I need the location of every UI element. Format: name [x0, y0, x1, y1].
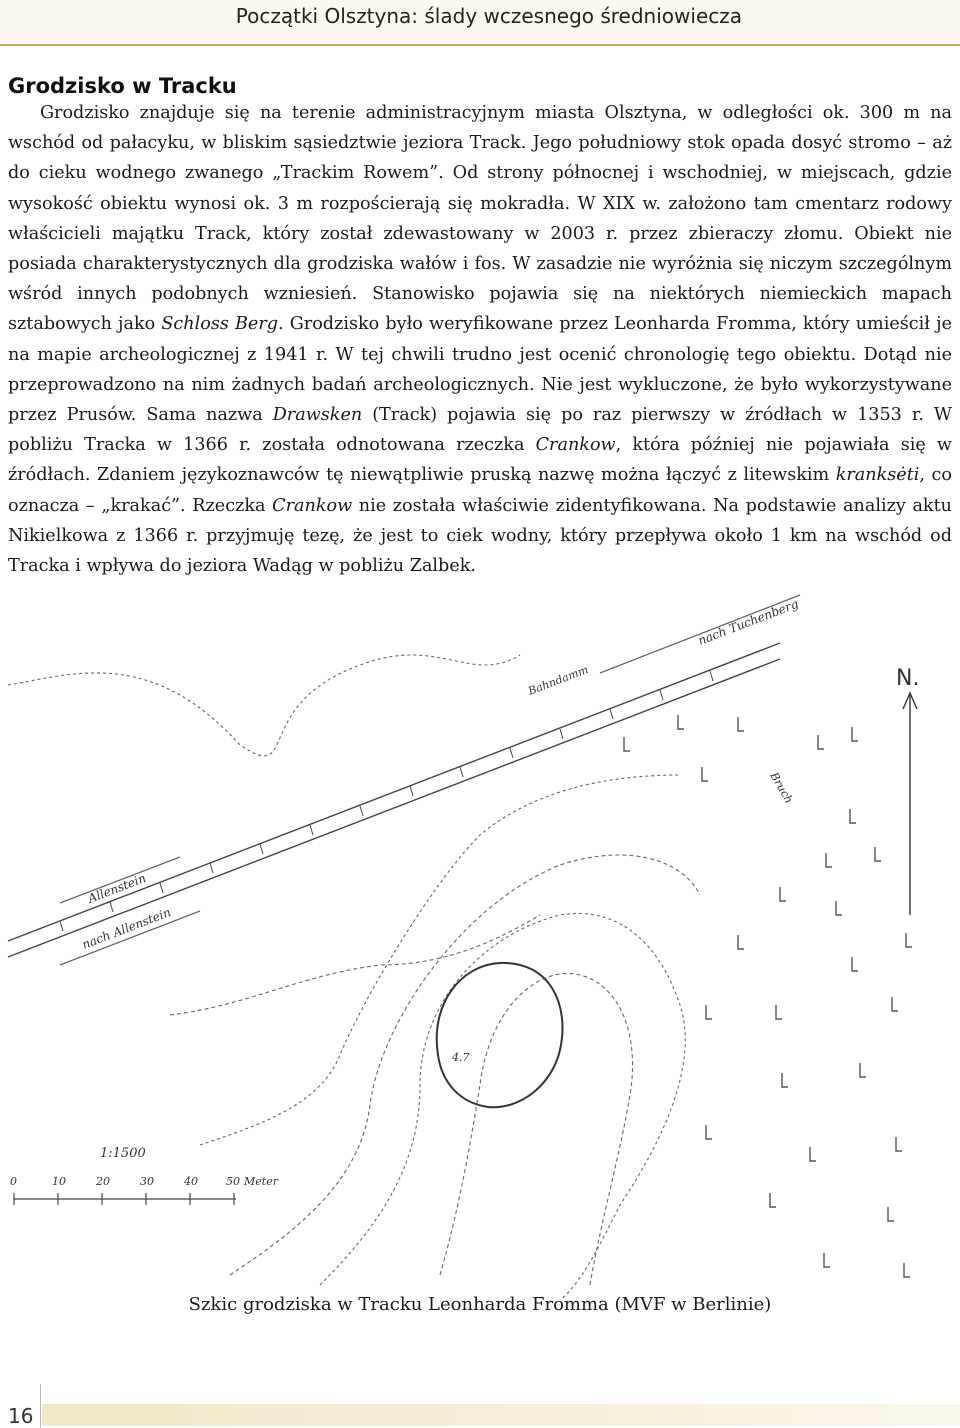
marsh-symbol: [624, 737, 630, 751]
marsh-symbol: [706, 1125, 712, 1139]
body-text-italic: Crankow: [272, 495, 353, 516]
marsh-symbol: [892, 997, 898, 1011]
marsh-symbol: [896, 1137, 902, 1151]
page-number: 16: [8, 1404, 34, 1428]
scale-tick-label: 40: [184, 1175, 198, 1188]
marsh-symbol: [860, 1063, 866, 1077]
contour-line: [200, 775, 680, 1145]
north-label: N.: [896, 666, 920, 691]
scale-unit: Meter: [244, 1175, 278, 1188]
running-header-title: Początki Olsztyna: ślady wczesnego średniowiecza: [235, 4, 742, 28]
marsh-symbol: [770, 1193, 776, 1207]
height-label: 4.7: [452, 1051, 470, 1064]
marsh-symbol: [776, 1005, 782, 1019]
marsh-symbol: [706, 1005, 712, 1019]
marsh-symbol: [826, 853, 832, 867]
marsh-symbol: [738, 935, 744, 949]
figure-caption: Szkic grodziska w Tracku Leonharda Fromma (MVF w Berlinie): [188, 1294, 772, 1315]
road-top-label: nach Tuchenberg: [696, 596, 801, 648]
marsh-symbol: [906, 933, 912, 947]
marsh-symbol: [888, 1207, 894, 1221]
section-title: Grodzisko w Tracku: [8, 74, 237, 98]
contour-line: [230, 855, 700, 1275]
site-sketch-figure: [0, 585, 960, 1300]
scale-tick-labels: [10, 1175, 279, 1188]
road-left-upper-label: Allenstein: [86, 870, 148, 906]
marsh-symbol: [852, 727, 858, 741]
body-text-italic: Crankow: [535, 435, 616, 456]
body-text-segment: (Track) pojawia się po raz pierwszy w źródłach w 1353 r. W pobliżu Tracka w 1366 r. została odnotowana rzeczka: [8, 405, 952, 456]
marsh-symbol: [852, 957, 858, 971]
rail-hatching: [60, 671, 713, 931]
marsh-symbol: [836, 901, 842, 915]
marsh-symbol: [904, 1263, 910, 1277]
marsh-symbols: [624, 715, 912, 1277]
header-rule: [0, 44, 960, 46]
body-text-segment: Grodzisko znajduje się na terenie administracyjnym miasta Olsztyna, w odległości ok. 300 m na wschód od pałacyku, w bliskim sąsiedztwie jeziora Track. Jego południowy stok opada dosyć stromo – aż do cieku wodnego zwanego „Trackim Rowem”. Od strony północnej i wschodniej, w miejscach, gdzie wysokość obiektu wynosi ok. 3 m rozpościerają się mokradła. W XIX w. założono tam cmentarz rodowy właścicieli majątku Track, który został zdewastowany w 2003 r. przez zbieraczy złomu. Obiekt nie posiada charakterystycznych dla grodziska wałów i fos. W zasadzie nie wyróżnia się niczym szczególnym wśród innych podobnych wzniesień. Stanowisko pojawia się na niektórych niemieckich mapach sztabowych jako: [8, 103, 952, 335]
marsh-symbol: [850, 809, 856, 823]
footer-band: [42, 1404, 960, 1426]
contour-lines: [8, 655, 700, 1300]
marsh-symbol: [738, 717, 744, 731]
scale-tick-label: 30: [140, 1175, 154, 1188]
body-text-italic: Drawsken: [272, 405, 363, 426]
marsh-symbol: [780, 887, 786, 901]
hillfort-outline: [437, 963, 563, 1107]
site-sketch: [0, 585, 960, 1300]
body-text-italic: Schloss Berg: [161, 314, 279, 335]
body-paragraph: [8, 98, 952, 581]
marsh-symbol: [875, 847, 881, 861]
contour-line: [8, 655, 520, 756]
scale-ratio: 1:1500: [100, 1146, 146, 1161]
field-margin-label: Bruch: [767, 770, 796, 806]
scale-tick-label: 10: [52, 1175, 66, 1188]
rail-line: [8, 659, 780, 957]
scale-bar: [14, 1193, 236, 1205]
railway-embankment: [8, 643, 780, 957]
body-text-segment: , która później nie pojawiała się w źródłach. Zdaniem językoznawców tę niewątpliwie pruską nazwę można łączyć z litewskim: [8, 435, 952, 486]
marsh-symbol: [678, 715, 684, 729]
marsh-symbol: [818, 735, 824, 749]
running-header: [0, 0, 960, 40]
body-text-segment: nie została właściwie zidentyfikowana. Na podstawie analizy aktu Nikielkowa z 1366 r. przyjmuję tezę, że jest to ciek wodny, który przepływa około 1 km na wschód od Tracka i wpływa do jeziora Wadąg w pobliżu Zalbek.: [8, 495, 952, 577]
footer-separator: [40, 1384, 41, 1428]
rail-line: [8, 643, 780, 941]
scale-tick-label: 50: [226, 1175, 240, 1188]
body-text-segment: . Grodzisko było weryfikowane przez Leonharda Fromma, który umieścił je na mapie archeologicznej z 1941 r. W tej chwili trudno jest ocenić chronologię tego obiektu. Dotąd nie przeprowadzono na nim żadnych badań archeologicznych. Nie jest wykluczone, że było wykorzystywane przez Prusów. Sama nazwa: [8, 314, 952, 426]
body-text-segment: , co oznacza – „krakać”. Rzeczka: [8, 465, 952, 516]
marsh-symbol: [824, 1253, 830, 1267]
rail-label: Bahndamm: [526, 662, 591, 698]
body-text-italic: kranksėti: [835, 465, 920, 486]
marsh-symbol: [782, 1073, 788, 1087]
road-left-lower-label: nach Allenstein: [80, 905, 173, 952]
north-arrow-icon: [903, 693, 917, 915]
marsh-symbol: [810, 1147, 816, 1161]
scale-tick-label: 0: [10, 1175, 17, 1188]
scale-tick-label: 20: [96, 1175, 110, 1188]
marsh-symbol: [702, 767, 708, 781]
